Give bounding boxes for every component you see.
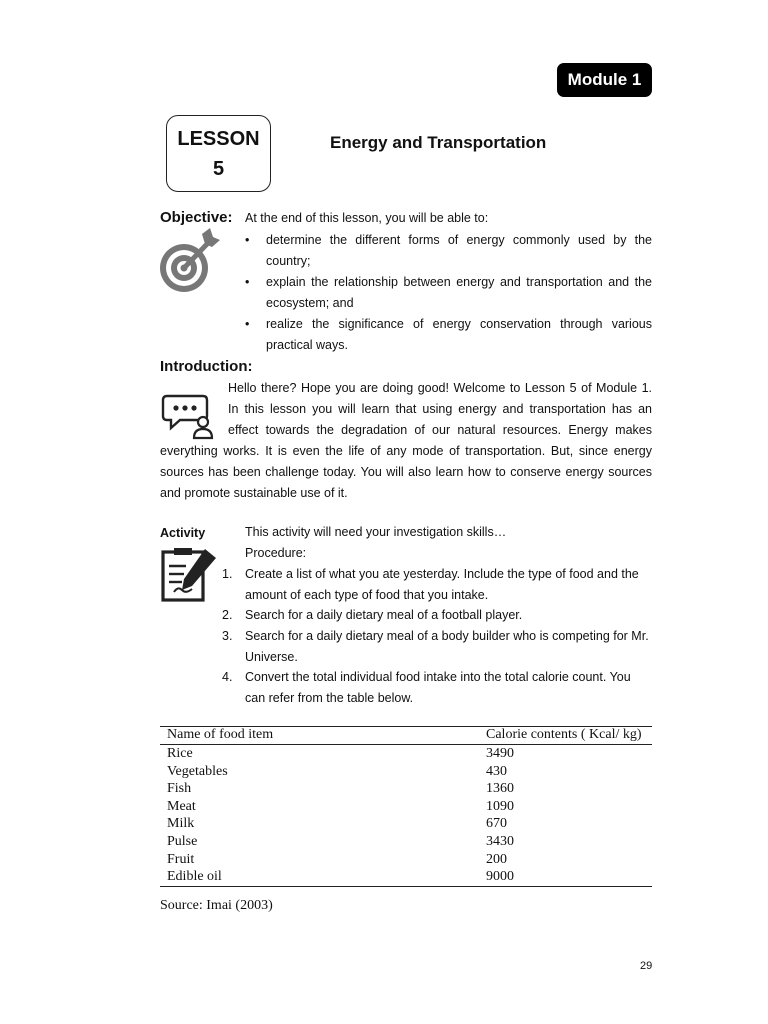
procedure-step: [222, 667, 652, 709]
food-name-cell: Milk: [167, 816, 195, 832]
procedure-label: Procedure:: [245, 546, 307, 560]
food-name-cell: Vegetables: [167, 763, 228, 779]
procedure-step: [222, 564, 652, 606]
food-name-cell: Edible oil: [160, 868, 486, 886]
step-text: Search for a daily dietary meal of a football player.: [245, 608, 523, 622]
step-number: 4.: [222, 670, 233, 684]
column-header-food: Name of food item: [160, 727, 486, 745]
table-row: [160, 780, 652, 798]
food-name-cell: Fish: [167, 781, 192, 797]
food-name-cell: Fruit: [167, 851, 195, 867]
objective-bullet: [245, 230, 652, 272]
intro-line: everything works. It is even the life of any mode of transportation. But, since energy: [160, 444, 652, 458]
table-row: [160, 868, 652, 886]
calorie-cell: 200: [486, 851, 507, 867]
intro-line: Hello there? Hope you are doing good! Welcome to Lesson 5 of Module 1.: [228, 381, 652, 395]
chat-bubble-user-icon: [160, 392, 216, 440]
step-number: 2.: [222, 608, 233, 622]
table-row: [160, 745, 652, 763]
procedure-step: [222, 626, 652, 668]
lesson-title: Energy and Transportation: [330, 133, 547, 152]
column-header-calories: Calorie contents ( Kcal/ kg): [486, 727, 652, 745]
step-number: 3.: [222, 629, 233, 643]
calorie-cell: 9000: [486, 868, 652, 886]
step-text: Search for a daily dietary meal of a body builder who is competing for Mr. Universe.: [245, 629, 649, 664]
objective-bullet: [245, 272, 652, 314]
calorie-cell: 430: [486, 763, 507, 779]
bullet-dot: •: [245, 233, 250, 247]
table-row: [160, 815, 652, 833]
intro-line: In this lesson you will learn that using energy and transportation has an: [228, 402, 652, 416]
objective-intro: At the end of this lesson, you will be able to:: [245, 211, 489, 225]
objective-bullet-text: determine the different forms of energy commonly used by the country;: [266, 233, 652, 268]
intro-line: sources has been challenge today. You will also learn how to conserve energy sources: [160, 465, 652, 479]
module-badge: Module 1: [557, 63, 652, 97]
intro-line: and promote sustainable use of it.: [160, 486, 348, 500]
table-row: [160, 851, 652, 869]
procedure-step: [222, 605, 652, 626]
step-number: 1.: [222, 567, 233, 581]
step-text: Create a list of what you ate yesterday. Include the type of food and the amount of each type of food that you intake.: [245, 567, 639, 602]
objective-bullet-text: explain the relationship between energy and transportation and the ecosystem; and: [266, 275, 652, 310]
calorie-cell: 3490: [486, 746, 514, 761]
food-name-cell: Pulse: [167, 833, 198, 849]
bullet-dot: •: [245, 275, 250, 289]
table-source: Source: Imai (2003): [160, 898, 273, 913]
objective-bullet: [245, 314, 652, 356]
food-name-cell: Meat: [167, 798, 196, 814]
intro-line: effect towards the degradation of our natural resources. Energy makes: [228, 423, 652, 437]
target-icon: [158, 228, 220, 294]
activity-heading: Activity: [160, 526, 206, 540]
table-row: [160, 798, 652, 816]
clipboard-pen-icon: [160, 546, 218, 602]
introduction-heading: Introduction:: [160, 358, 253, 375]
food-name-cell: Rice: [167, 746, 193, 761]
calorie-cell: 1090: [486, 798, 514, 814]
lesson-number: 5: [212, 157, 225, 180]
calorie-cell: 1360: [486, 781, 514, 797]
bullet-dot: •: [245, 317, 250, 331]
calorie-table: [160, 726, 652, 887]
table-row: [160, 763, 652, 781]
calorie-cell: 670: [486, 816, 507, 832]
calorie-cell: 3430: [486, 833, 514, 849]
table-row: [160, 833, 652, 851]
table-header-row: [160, 727, 652, 745]
activity-intro: This activity will need your investigation skills…: [245, 525, 507, 539]
lesson-box: [166, 115, 271, 192]
objective-bullet-text: realize the significance of energy conservation through various practical ways.: [266, 317, 652, 352]
lesson-label: LESSON: [177, 127, 260, 150]
objective-heading: Objective:: [160, 209, 233, 226]
page-number: 29: [640, 960, 653, 972]
step-text: Convert the total individual food intake into the total calorie count. You can refer from the table below.: [245, 670, 631, 705]
